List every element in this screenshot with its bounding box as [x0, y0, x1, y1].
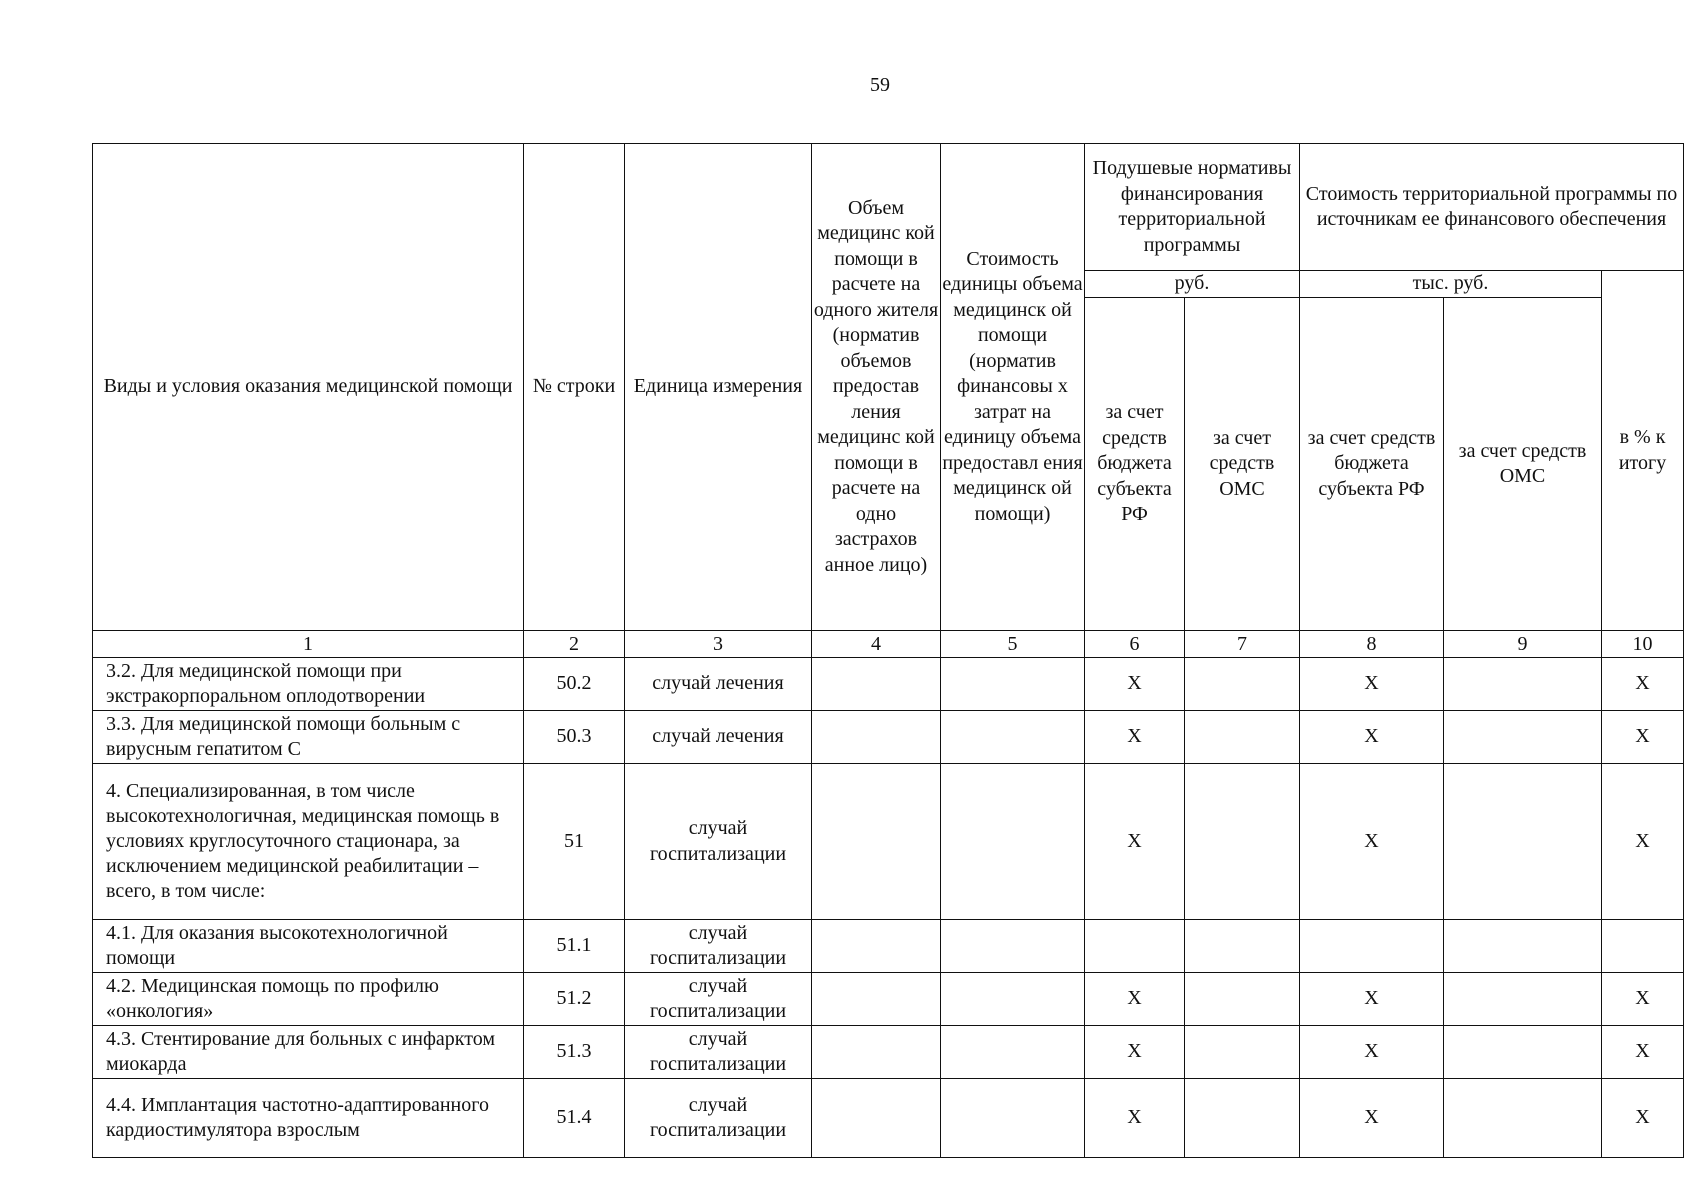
header-unit-thousand-rub: тыс. руб.: [1300, 271, 1602, 298]
table-row: [93, 764, 1684, 920]
cell-col-7: [1185, 658, 1300, 711]
column-number: 2: [524, 631, 625, 658]
column-number: 4: [812, 631, 941, 658]
header-col-row-no: № строки: [524, 144, 625, 631]
header-unit-rub: руб.: [1085, 271, 1300, 298]
row-name: 4.3. Стентирование для больных с инфарктом миокарда: [93, 1026, 524, 1079]
cell-col-6: X: [1085, 1079, 1185, 1158]
cell-col-9: [1444, 764, 1602, 920]
column-number: 9: [1444, 631, 1602, 658]
cell-col-10: X: [1602, 973, 1684, 1026]
table-row: [93, 711, 1684, 764]
row-name: 4.1. Для оказания высокотехнологичной помощи: [93, 920, 524, 973]
header-group-per-capita: Подушевые нормативы финансирования территориальной программы: [1085, 144, 1300, 271]
row-name: 4.2. Медицинская помощь по профилю «онкология»: [93, 973, 524, 1026]
cell-col-4: [812, 920, 941, 973]
row-number: 51.4: [524, 1079, 625, 1158]
cell-col-7: [1185, 1079, 1300, 1158]
cell-col-4: [812, 658, 941, 711]
table-row: [93, 658, 1684, 711]
cell-col-7: [1185, 920, 1300, 973]
cell-col-5: [941, 1026, 1085, 1079]
financing-table: [92, 143, 1684, 1158]
cell-col-6: X: [1085, 1026, 1185, 1079]
cell-col-6: [1085, 920, 1185, 973]
row-unit: случай госпитализации: [625, 973, 812, 1026]
column-number: 7: [1185, 631, 1300, 658]
cell-col-8: [1300, 920, 1444, 973]
column-number: 8: [1300, 631, 1444, 658]
cell-col-6: X: [1085, 711, 1185, 764]
cell-col-9: [1444, 920, 1602, 973]
cell-col-8: X: [1300, 973, 1444, 1026]
row-number: 51: [524, 764, 625, 920]
cell-col-5: [941, 764, 1085, 920]
row-unit: случай госпитализации: [625, 764, 812, 920]
header-sub-oms-9: за счет средств ОМС: [1444, 298, 1602, 631]
cell-col-4: [812, 764, 941, 920]
cell-col-8: X: [1300, 764, 1444, 920]
cell-col-7: [1185, 973, 1300, 1026]
cell-col-9: [1444, 1026, 1602, 1079]
row-name: 4. Специализированная, в том числе высокотехнологичная, медицинская помощь в условиях круглосуточного стационара, за исключением медицинской реабилитации – всего, в том числе:: [93, 764, 524, 920]
column-number-row: [93, 631, 1684, 658]
cell-col-8: X: [1300, 1079, 1444, 1158]
header-sub-oms-7: за счет средств ОМС: [1185, 298, 1300, 631]
cell-col-4: [812, 1079, 941, 1158]
header-row-groups: [93, 144, 1684, 271]
row-unit: случай госпитализации: [625, 1026, 812, 1079]
header-col-volume: Объем медицинс кой помощи в расчете на одного жителя (норматив объемов предостав ления медицинс кой помощи в расчете на одно застрахов анное лицо): [812, 144, 941, 631]
row-number: 51.3: [524, 1026, 625, 1079]
cell-col-5: [941, 711, 1085, 764]
cell-col-10: X: [1602, 658, 1684, 711]
row-name: 3.3. Для медицинской помощи больным с вирусным гепатитом С: [93, 711, 524, 764]
cell-col-5: [941, 658, 1085, 711]
cell-col-4: [812, 1026, 941, 1079]
column-number: 5: [941, 631, 1085, 658]
row-number: 50.2: [524, 658, 625, 711]
cell-col-8: X: [1300, 711, 1444, 764]
header-col-cost: Стоимость единицы объема медицинск ой помощи (норматив финансовы х затрат на единицу объема предоставл ения медицинск ой помощи): [941, 144, 1085, 631]
cell-col-10: [1602, 920, 1684, 973]
cell-col-10: X: [1602, 1079, 1684, 1158]
row-number: 50.3: [524, 711, 625, 764]
row-unit: случай лечения: [625, 711, 812, 764]
cell-col-9: [1444, 1079, 1602, 1158]
cell-col-5: [941, 973, 1085, 1026]
row-unit: случай госпитализации: [625, 1079, 812, 1158]
header-sub-budget-6: за счет средств бюджета субъекта РФ: [1085, 298, 1185, 631]
cell-col-4: [812, 711, 941, 764]
row-name: 4.4. Имплантация частотно-адаптированного кардиостимулятора взрослым: [93, 1079, 524, 1158]
cell-col-9: [1444, 711, 1602, 764]
row-number: 51.1: [524, 920, 625, 973]
cell-col-6: X: [1085, 658, 1185, 711]
cell-col-6: X: [1085, 764, 1185, 920]
column-number: 3: [625, 631, 812, 658]
cell-col-7: [1185, 711, 1300, 764]
row-name: 3.2. Для медицинской помощи при экстракорпоральном оплодотворении: [93, 658, 524, 711]
column-number: 10: [1602, 631, 1684, 658]
cell-col-10: X: [1602, 764, 1684, 920]
table-row: [93, 1079, 1684, 1158]
column-number: 6: [1085, 631, 1185, 658]
cell-col-7: [1185, 1026, 1300, 1079]
row-unit: случай лечения: [625, 658, 812, 711]
cell-col-7: [1185, 764, 1300, 920]
table-row: [93, 920, 1684, 973]
cell-col-9: [1444, 658, 1602, 711]
cell-col-9: [1444, 973, 1602, 1026]
header-col-unit: Единица измерения: [625, 144, 812, 631]
header-sub-budget-8: за счет средств бюджета субъекта РФ: [1300, 298, 1444, 631]
header-col-types: Виды и условия оказания медицинской помощи: [93, 144, 524, 631]
row-unit: случай госпитализации: [625, 920, 812, 973]
column-number: 1: [93, 631, 524, 658]
table-row: [93, 973, 1684, 1026]
table-row: [93, 1026, 1684, 1079]
cell-col-8: X: [1300, 658, 1444, 711]
cell-col-8: X: [1300, 1026, 1444, 1079]
page-number: 59: [870, 74, 890, 96]
cell-col-5: [941, 920, 1085, 973]
header-group-program-cost: Стоимость территориальной программы по источникам ее финансового обеспечения: [1300, 144, 1684, 271]
cell-col-10: X: [1602, 711, 1684, 764]
cell-col-5: [941, 1079, 1085, 1158]
header-sub-percent: в % к итогу: [1602, 271, 1684, 631]
cell-col-10: X: [1602, 1026, 1684, 1079]
row-number: 51.2: [524, 973, 625, 1026]
cell-col-4: [812, 973, 941, 1026]
cell-col-6: X: [1085, 973, 1185, 1026]
